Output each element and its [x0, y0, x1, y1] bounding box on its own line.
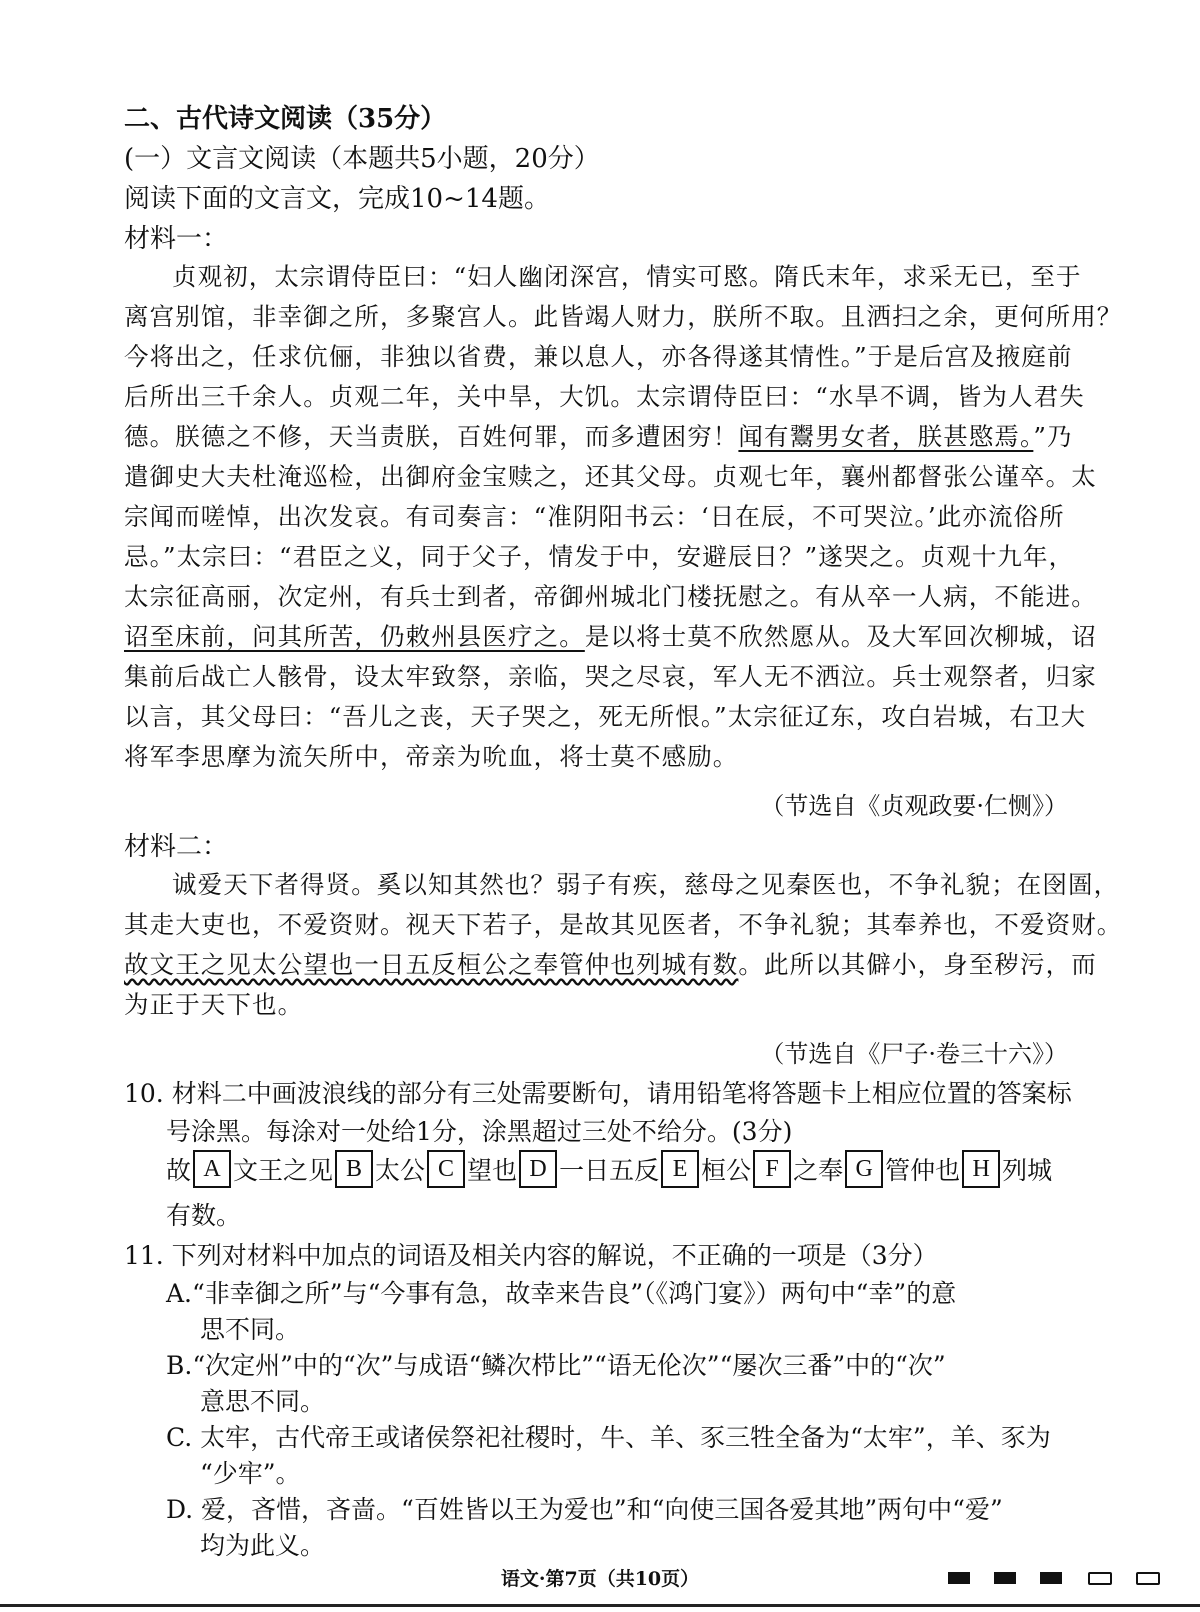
answer-box-b[interactable]: B: [335, 1150, 373, 1188]
material1-line: [124, 618, 1097, 653]
q11-option-d-cont: 均为此义。: [200, 1531, 326, 1560]
material2-line: [124, 946, 1097, 981]
q10-segment: 故: [166, 1156, 192, 1185]
scan-mark-filled: [1040, 1572, 1062, 1584]
q10-segment: 一日五反: [559, 1156, 660, 1185]
q11-option-a: A.“非幸御之所”与“今事有急，故幸来告良”（《鸿门宴》）两句中“幸”的意: [166, 1279, 957, 1308]
material1-line: 离宫别馆，非幸御之所，多聚宫人。此皆竭人财力，朕所不取。且洒扫之余，更何所用？: [124, 302, 1123, 331]
answer-box-g[interactable]: G: [845, 1150, 883, 1188]
answer-box-f[interactable]: F: [753, 1150, 791, 1188]
subsection-title: (一）文言文阅读（本题共5小题，20分）: [124, 144, 600, 174]
q10-segment: 列城: [1002, 1156, 1053, 1185]
q11-stem: 11. 下列对材料中加点的词语及相关内容的解说，不正确的一项是（3分）: [124, 1241, 938, 1270]
material1-text: 是以将士莫不欣然愿从。及大军回次柳城，诏: [584, 622, 1097, 651]
material1-line: 后所出三千余人。贞观二年，关中旱，大饥。太宗谓侍臣曰：“水旱不调，皆为人君失: [124, 382, 1085, 411]
answer-box-h[interactable]: H: [962, 1150, 1000, 1188]
wavy-underlined-passage: 故文王之见太公望也一日五反桓公之奉管仲也列城有数: [124, 950, 739, 979]
material1-line: 忌。”太宗曰：“君臣之义，同于父子，情发于中，安避辰日？”遂哭之。贞观十九年，: [124, 542, 1075, 571]
material1-line: 太宗征高丽，次定州，有兵士到者，帝御州城北门楼抚慰之。有从卒一人病，不能进。: [124, 582, 1097, 611]
material1-line: 今将出之，任求伉俪，非独以省费，兼以息人，亦各得遂其情性。”于是后宫及掖庭前: [124, 342, 1073, 371]
section-title: 二、古代诗文阅读（35分）: [124, 104, 447, 134]
q11-option-c: C. 太牢，古代帝王或诸侯祭祀社稷时，牛、羊、豕三牲全备为“太牢”，羊、豕为: [166, 1423, 1051, 1452]
material1-line: 贞观初，太宗谓侍臣曰：“妇人幽闭深宫，情实可愍。隋氏末年，求采无已，至于: [172, 262, 1082, 291]
scan-mark-empty: [1088, 1572, 1112, 1585]
material1-text: ”乃: [1033, 422, 1073, 451]
answer-box-d[interactable]: D: [519, 1150, 557, 1188]
q10-answer-row: [166, 1150, 1052, 1188]
scan-mark-filled: [994, 1572, 1016, 1584]
material2-line: 其走大吏也，不爱资财。视天下若子，是故其见医者，不争礼貌；其奉养也，不爱资财。: [124, 910, 1123, 939]
answer-box-c[interactable]: C: [427, 1150, 465, 1188]
q11-option-a-cont: 思不同。: [200, 1315, 301, 1344]
q10-segment: 管仲也: [885, 1156, 961, 1185]
page-bottom-border: [0, 1604, 1200, 1607]
scan-mark-filled: [948, 1572, 970, 1584]
q10-segment: 文王之见: [233, 1156, 334, 1185]
q11-option-b-cont: 意思不同。: [200, 1387, 326, 1416]
q10-segment: 之奉: [793, 1156, 844, 1185]
q10-tail: 有数。: [166, 1201, 242, 1230]
underlined-sentence-2: 诏至床前，问其所苦，仍敕州县医疗之。: [124, 622, 585, 651]
material1-line: [124, 418, 1073, 453]
material2-line: 为正于天下也。: [124, 990, 304, 1019]
material1-line: 遣御史大夫杜淹巡检，出御府金宝赎之，还其父母。贞观七年，襄州都督张公谨卒。太: [124, 462, 1097, 491]
material1-line: 将军李思摩为流矢所中，帝亲为吮血，将士莫不感励。: [124, 742, 739, 771]
material1-line: 宗闻而嗟悼，出次发哀。有司奏言：“准阴阳书云：‘日在辰，不可哭泣。’此亦流俗所: [124, 502, 1065, 531]
instruction: 阅读下面的文言文，完成10~14题。: [124, 184, 550, 214]
scan-mark-empty: [1136, 1572, 1160, 1585]
page-footer: 语文·第7页（共10页）: [500, 1568, 700, 1590]
material2-line: 诚爱天下者得贤。奚以知其然也？弱子有疾，慈母之见秦医也，不争礼貌；在囹圄，: [172, 870, 1120, 899]
q11-option-b: B.“次定州”中的“次”与成语“鳞次栉比”“语无伦次”“屡次三番”中的“次”: [166, 1351, 946, 1380]
material1-line: 集前后战亡人骸骨，设太牢致祭，亲临，哭之尽哀，军人无不洒泣。兵士观祭者，归家: [124, 662, 1097, 691]
q10-segment: 太公: [375, 1156, 426, 1185]
q10-segment: 望也: [467, 1156, 518, 1185]
material2-source: （节选自《尸子·卷三十六》）: [760, 1040, 1068, 1068]
underlined-sentence-1: 闻有鬻男女者，朕甚愍焉。: [738, 422, 1034, 451]
answer-box-e[interactable]: E: [661, 1150, 699, 1188]
q11-option-c-cont: “少牢”。: [200, 1459, 301, 1488]
material1-text: 德。朕德之不修，天当责朕，百姓何罪，而多遭困穷！: [124, 422, 739, 451]
q11-option-d: D. 爱，吝惜，吝啬。“百姓皆以王为爱也”和“向使三国各爱其地”两句中“爱”: [166, 1495, 1003, 1524]
material2-label: 材料二：: [124, 832, 229, 862]
material1-line: 以言，其父母曰：“吾儿之丧，天子哭之，死无所恨。”太宗征辽东，攻白岩城，右卫大: [124, 702, 1087, 731]
answer-box-a[interactable]: A: [193, 1150, 231, 1188]
material2-text: 。此所以其僻小，身至秽污，而: [738, 950, 1097, 979]
q10-segment: 桓公: [701, 1156, 752, 1185]
q10-stem: 号涂黑。每涂对一处给1分，涂黑超过三处不给分。(3分): [166, 1117, 793, 1146]
q10-stem: 10. 材料二中画波浪线的部分有三处需要断句，请用铅笔将答题卡上相应位置的答案标: [124, 1079, 1072, 1108]
material1-label: 材料一：: [124, 224, 229, 254]
material1-source: （节选自《贞观政要·仁恻》）: [760, 792, 1068, 820]
